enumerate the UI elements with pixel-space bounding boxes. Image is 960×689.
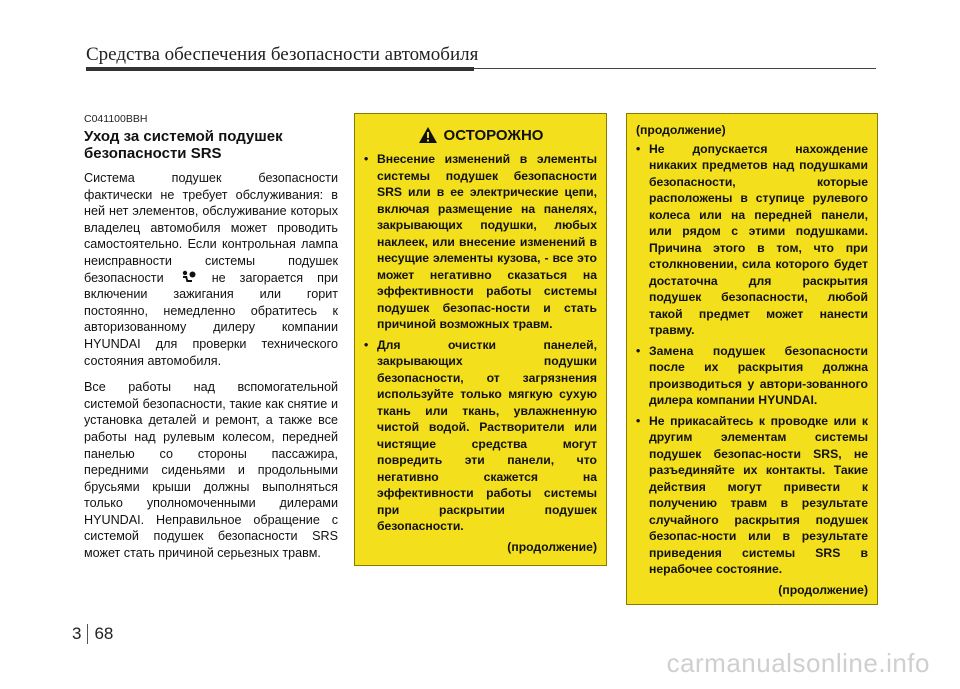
page-header-title: Средства обеспечения безопасности автомобиля: [86, 44, 479, 65]
section-left-column: [84, 128, 338, 572]
continued-label: (продолжение): [507, 539, 597, 554]
warning-box: [354, 113, 607, 566]
list-item: • Внесение изменений в элементы системы подушек безопасности SRS или в ее электрические цепи, включая размещение на панелях, закрывающих подушки, любых наклеек, или внесение изменений в несущие элементы кузова, - все это может негативно сказаться на эффективности работы системы подушек безопас-ности и стать причиной возможных травм.: [364, 151, 597, 333]
continued-label: (продолжение): [778, 582, 868, 597]
continued-top-label: (продолжение): [636, 123, 726, 137]
warning-triangle-icon: [418, 126, 438, 144]
page-number-divider: [87, 624, 88, 644]
body-paragraph-1: [84, 170, 338, 369]
page-number-value: 68: [94, 624, 114, 643]
warning-list: [364, 151, 597, 535]
chapter-number: 3: [72, 624, 82, 643]
watermark: carmanualsonline.info: [666, 648, 930, 678]
page-number: [72, 624, 113, 644]
warning-box-continued: [626, 113, 878, 605]
section-title: Уход за системой подушек безопасности SRS: [84, 128, 283, 162]
section-code: C041100BBH: [84, 113, 148, 125]
paragraph-1-text-a: Система подушек безопасности фактически не требует обслуживания: в ней нет элементов, обслуживание которых владелец автомобиля может проводить самостоятельно. Если контрольная лампа неисправности системы подушек безопасности: [84, 171, 338, 285]
list-item: • Для очистки панелей, закрывающих подушки безопасности, от загрязнения используйте только мягкую сухую ткань или ткань, увлажненную чистой водой. Растворители или чистящие средства могут повредить эти панели, что негативно скажется на эффективности работы системы при раскрытии подушек безопасности.: [364, 337, 597, 535]
body-paragraph-2: Все работы над вспомогательной системой безопасности, такие как снятие и установка деталей и ремонт, а также все работы над рулевым колесом, передней панелью со стороны пассажира, передними сиденьями и продольными брусьями крыши должны выполняться только уполномоченными дилерами HYUNDAI. Неправильное обращение с системой подушек безопасности SRS может стать причиной серьезных травм.: [84, 380, 338, 561]
list-item: • Не прикасайтесь к проводке или к другим элементам системы подушек безопас-ности SRS, не разъединяйте их контакты. Такие действия могут привести к получению травм в результате случайного раскрытия подушек безопас-ности или в результате приведения системы SRS в нерабочее состояние.: [636, 413, 868, 578]
warning-header: [364, 126, 597, 144]
paragraph-1-text-b: не загорается при включении зажигания или горит постоянно, немедленно обратитесь к авторизованному дилеру компании HYUNDAI для проверки технического состояния автомобиля.: [84, 270, 338, 368]
airbag-person-icon: [180, 270, 196, 284]
header-rule-accent: [86, 67, 474, 71]
list-item: • Замена подушек безопасности после их раскрытия должна производиться у автори-зованного дилера компании HYUNDAI.: [636, 343, 868, 409]
continued-list: [636, 141, 868, 578]
warning-title: ОСТОРОЖНО: [443, 126, 544, 144]
list-item: • Не допускается нахождение никаких предметов над подушками безопасности, которые расположены в ступице рулевого колеса или на передней панели, или рядом с этими подушками. Причина этого в том, что при столкновении, сила которого будет достаточна для раскрытия подушек безопасности, любой такой предмет может нанести травму.: [636, 141, 868, 339]
